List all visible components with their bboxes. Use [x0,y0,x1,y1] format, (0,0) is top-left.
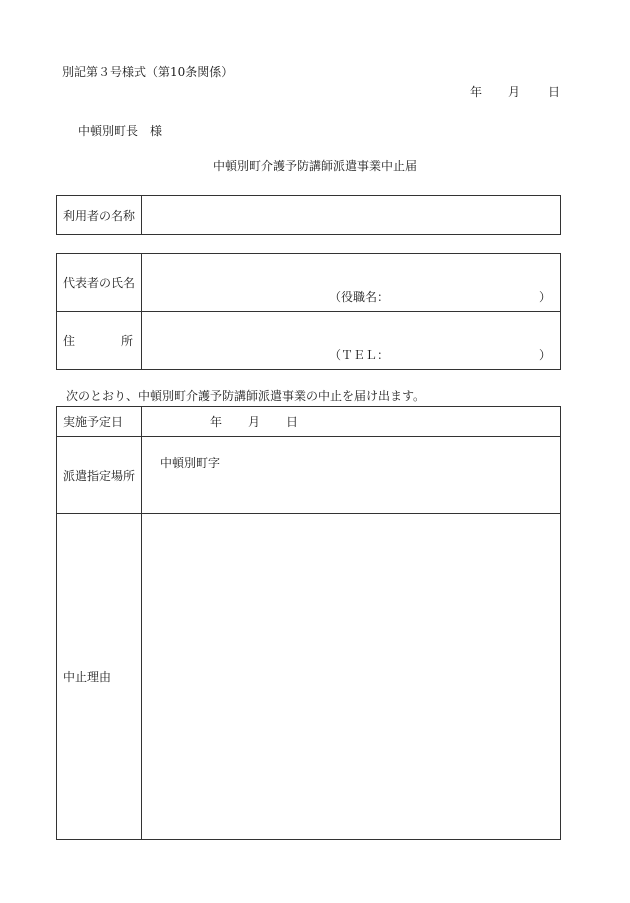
submission-date [470,86,560,98]
details-table [56,406,561,840]
scheduled-month-label: 月 [248,415,261,429]
date-day-label: 日 [548,85,561,99]
rep-name-field[interactable] [142,254,561,312]
tel-field[interactable] [329,346,551,363]
form-reference: 別記第３号様式（第10条関係） [62,65,234,79]
reason-field[interactable] [142,514,561,840]
date-month-label: 月 [508,85,521,99]
dispatch-place-field[interactable] [142,437,561,514]
rep-name-label: 代表者の氏名 [57,254,142,312]
address-label [57,312,142,370]
reason-label: 中止理由 [57,514,142,840]
intro-statement: 次のとおり、中頓別町介護予防講師派遣事業の中止を届け出ます。 [66,389,426,403]
scheduled-day-label: 日 [286,415,299,429]
position-close: ） [538,290,551,304]
address-label-char-1: 住 [63,334,76,348]
scheduled-date-field[interactable] [142,407,561,437]
tel-open: （ＴＥＬ： [329,348,390,362]
scheduled-year-label: 年 [210,415,223,429]
tel-close: ） [538,348,551,362]
document-title: 中頓別町介護予防講師派遣事業中止届 [212,159,417,173]
scheduled-date-label: 実施予定日 [57,407,142,437]
user-table [56,195,561,235]
dispatch-place-label: 派遣指定場所 [57,437,142,514]
position-field[interactable] [329,288,551,305]
user-name-field[interactable] [142,196,561,235]
addressee: 中頓別町長 様 [78,124,163,138]
date-year-label: 年 [470,85,483,99]
position-open: （役職名： [329,290,390,304]
dispatch-place-value: 中頓別町字 [160,456,221,470]
user-name-label: 利用者の名称 [57,196,142,235]
address-label-char-2: 所 [120,334,133,348]
address-field[interactable] [142,312,561,370]
representative-table [56,253,561,370]
